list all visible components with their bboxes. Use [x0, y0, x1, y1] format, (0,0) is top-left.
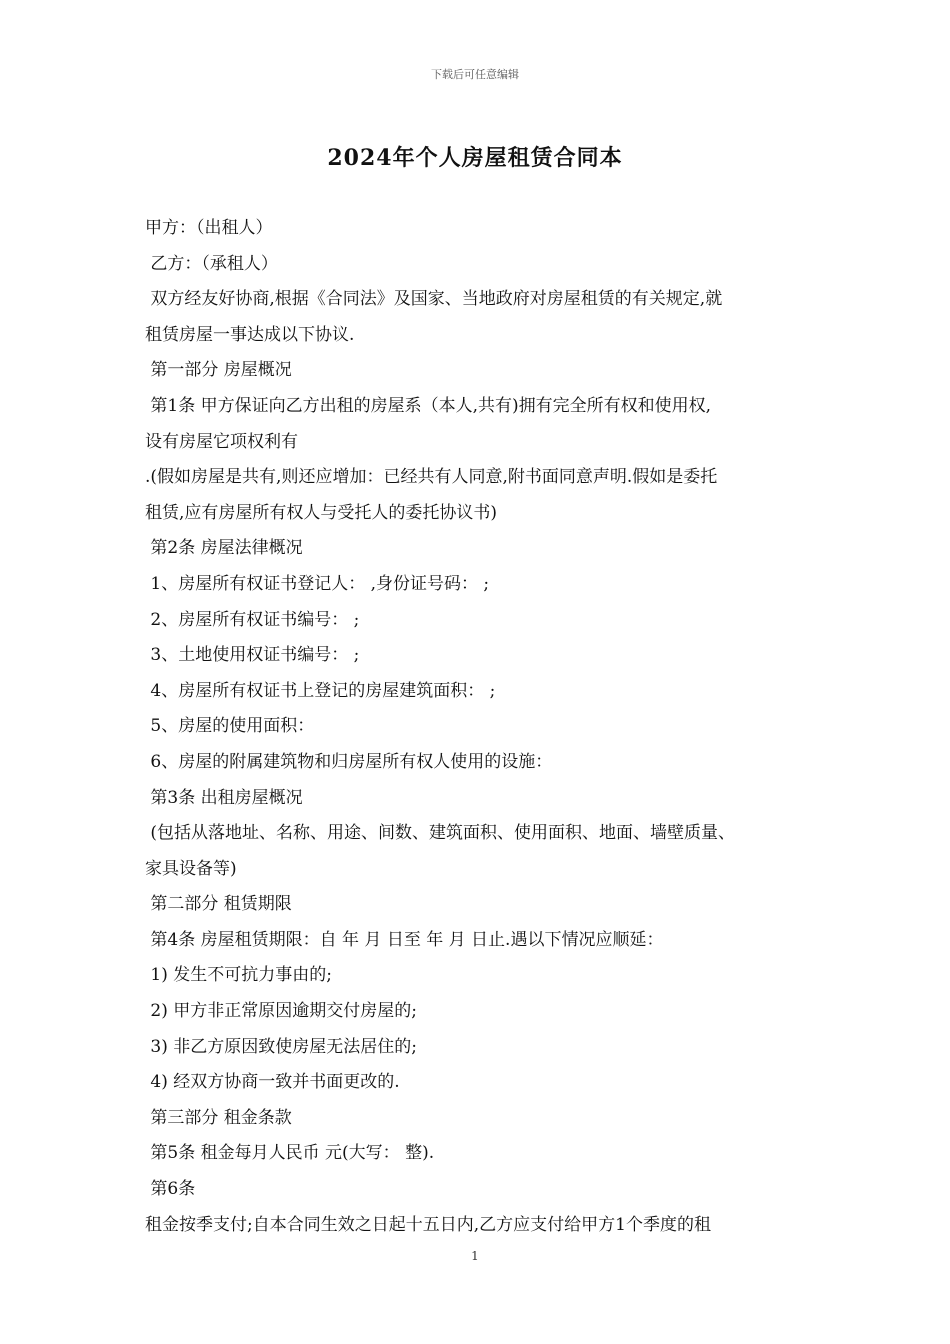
article-2-item-3: 3、土地使用权证书编号： ; [145, 645, 360, 666]
article-3-heading: 第3条 出租房屋概况 [145, 787, 303, 808]
article-2-item-6: 6、房屋的附属建筑物和归房屋所有权人使用的设施： [145, 751, 553, 772]
document-title: 2024年个人房屋租赁合同本 [327, 145, 623, 171]
contract-body [145, 211, 815, 1243]
article-6-heading: 第6条 [145, 1179, 196, 1200]
article-6-line-1: 租金按季支付;自本合同生效之日起十五日内,乙方应支付给甲方1个季度的租 [145, 1214, 711, 1235]
article-2-item-1: 1、房屋所有权证书登记人： ,身份证号码： ; [145, 573, 490, 594]
article-2-heading: 第2条 房屋法律概况 [145, 538, 303, 559]
party-b-line: 乙方：（承租人） [145, 253, 278, 274]
article-2-item-2: 2、房屋所有权证书编号： ; [145, 609, 360, 630]
article-3-line-1: (包括从落地址、名称、用途、间数、建筑面积、使用面积、地面、墙壁质量、 [145, 823, 736, 844]
article-4-item-4: 4) 经双方协商一致并书面更改的. [145, 1072, 400, 1093]
article-1-line-1: 第1条 甲方保证向乙方出租的房屋系（本人,共有)拥有完全所有权和使用权, [145, 395, 712, 416]
section-heading-1: 第一部分 房屋概况 [145, 360, 292, 381]
section-heading-3: 第三部分 租金条款 [145, 1107, 292, 1128]
article-1-line-2: 设有房屋它项权利有 [145, 431, 298, 452]
preamble-line-2: 租赁房屋一事达成以下协议. [145, 324, 355, 345]
article-4-item-2: 2) 甲方非正常原因逾期交付房屋的; [145, 1001, 417, 1022]
article-5-line: 第5条 租金每月人民币 元(大写： 整). [145, 1143, 435, 1164]
section-heading-2: 第二部分 租赁期限 [145, 894, 292, 915]
header-note: 下载后可任意编辑 [431, 68, 519, 81]
party-a-line: 甲方：（出租人） [145, 218, 273, 238]
article-4-item-3: 3) 非乙方原因致使房屋无法居住的; [145, 1036, 417, 1057]
article-1-line-3: .(假如房屋是共有,则还应增加：已经共有人同意,附书面同意声明.假如是委托 [145, 467, 718, 488]
article-2-item-4: 4、房屋所有权证书上登记的房屋建筑面积： ; [145, 680, 496, 701]
article-4-item-1: 1) 发生不可抗力事由的; [145, 965, 332, 986]
article-4-line: 第4条 房屋租赁期限：自 年 月 日至 年 月 日止.遇以下情况应顺延： [145, 929, 664, 950]
preamble-line-1: 双方经友好协商,根据《合同法》及国家、当地政府对房屋租赁的有关规定,就 [145, 289, 723, 310]
page-number: 1 [471, 1249, 479, 1263]
article-1-line-4: 租赁,应有房屋所有权人与受托人的委托协议书) [145, 502, 498, 523]
article-2-item-5: 5、房屋的使用面积： [145, 716, 315, 737]
article-3-line-2: 家具设备等) [145, 858, 237, 879]
